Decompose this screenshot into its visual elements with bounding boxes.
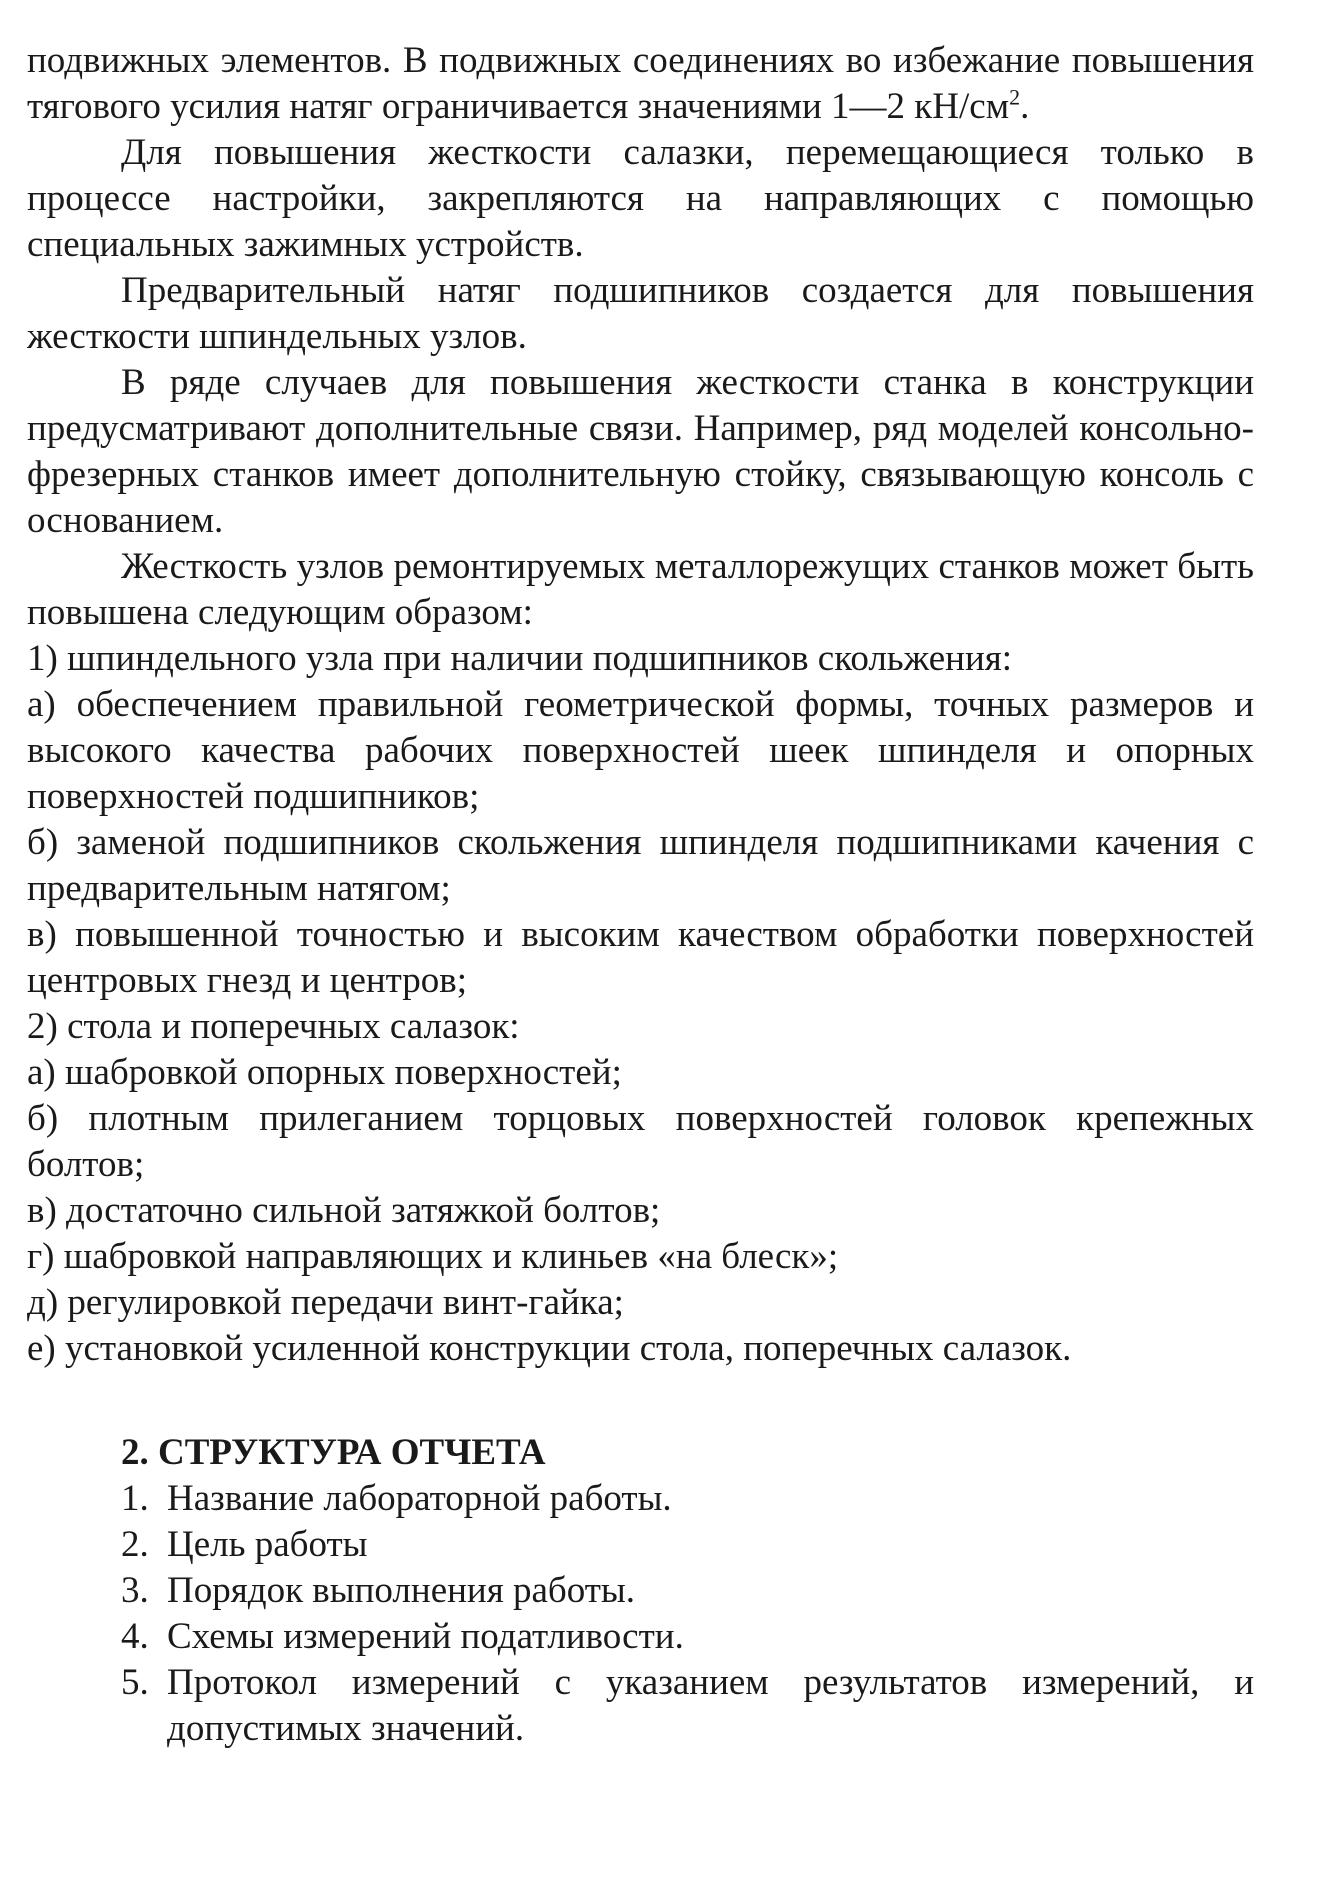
list-item: в) достаточно сильной затяжкой болтов; xyxy=(27,1190,661,1231)
list-text: Название лабораторной работы. xyxy=(167,1478,672,1519)
paragraph-continuation xyxy=(27,38,1254,130)
report-list-item xyxy=(27,1476,1254,1522)
list-text: Протокол измерений с указанием результатов измерений, и допустимых значений. xyxy=(167,1662,1254,1749)
paragraph-text: подвижных элементов. В подвижных соединениях во избежание повышения тягового усилия натяг ограничивается значениями 1—2 кН/см xyxy=(27,40,1254,127)
list-text: Схемы измерений податливости. xyxy=(167,1616,684,1657)
list-item: в) повышенной точностью и высоким качеством обработки поверхностей центровых гнезд и центров; xyxy=(27,914,1254,1001)
paragraph-stiffness-methods: Жесткость узлов ремонтируемых металлорежущих станков может быть повышена следующим образом: xyxy=(27,546,1254,633)
list-item: д) регулировкой передачи винт-гайка; xyxy=(27,1282,624,1323)
list-number: 2. xyxy=(121,1524,149,1565)
list-item: е) установкой усиленной конструкции стола, поперечных салазок. xyxy=(27,1328,1072,1369)
list-item: 2) стола и поперечных салазок: xyxy=(27,1006,520,1047)
list-item: 1) шпиндельного узла при наличии подшипников скольжения: xyxy=(27,638,1013,679)
list-item: а) шабровкой опорных поверхностей; xyxy=(27,1052,622,1093)
list-text: Порядок выполнения работы. xyxy=(167,1570,636,1611)
superscript-exponent: 2 xyxy=(1009,84,1021,110)
list-item: б) плотным прилеганием торцовых поверхностей головок крепежных болтов; xyxy=(27,1098,1254,1185)
report-list-item xyxy=(27,1522,1254,1568)
report-structure-list xyxy=(27,1476,1254,1752)
report-list-item xyxy=(27,1568,1254,1614)
paragraph-additional-links: В ряде случаев для повышения жесткости станка в конструкции предусматривают дополнительные связи. Например, ряд моделей консольно-фрезерных станков имеет дополнительную стойку, связывающую консоль с основанием. xyxy=(27,362,1254,541)
list-text: Цель работы xyxy=(167,1524,368,1565)
list-item: б) заменой подшипников скольжения шпинделя подшипниками качения с предварительным натягом; xyxy=(27,822,1254,909)
section-title: 2. СТРУКТУРА ОТЧЕТА xyxy=(121,1432,546,1473)
document-body xyxy=(27,38,1254,1372)
report-list-item xyxy=(27,1614,1254,1660)
paragraph-bearing-preload: Предварительный натяг подшипников создается для повышения жесткости шпиндельных узлов. xyxy=(27,270,1254,357)
report-list-item xyxy=(27,1660,1254,1752)
list-item: а) обеспечением правильной геометрической формы, точных размеров и высокого качества рабочих поверхностей шеек шпинделя и опорных поверхностей подшипников; xyxy=(27,684,1254,817)
list-number: 1. xyxy=(121,1478,149,1519)
list-number: 3. xyxy=(121,1570,149,1611)
list-number: 5. xyxy=(121,1662,149,1703)
list-number: 4. xyxy=(121,1616,149,1657)
list-item: г) шабровкой направляющих и клиньев «на блеск»; xyxy=(27,1236,839,1277)
paragraph-slide-clamping: Для повышения жесткости салазки, перемещающиеся только в процессе настройки, закрепляются на направляющих с помощью специальных зажимных устройств. xyxy=(27,132,1254,265)
paragraph-period: . xyxy=(1020,86,1030,127)
